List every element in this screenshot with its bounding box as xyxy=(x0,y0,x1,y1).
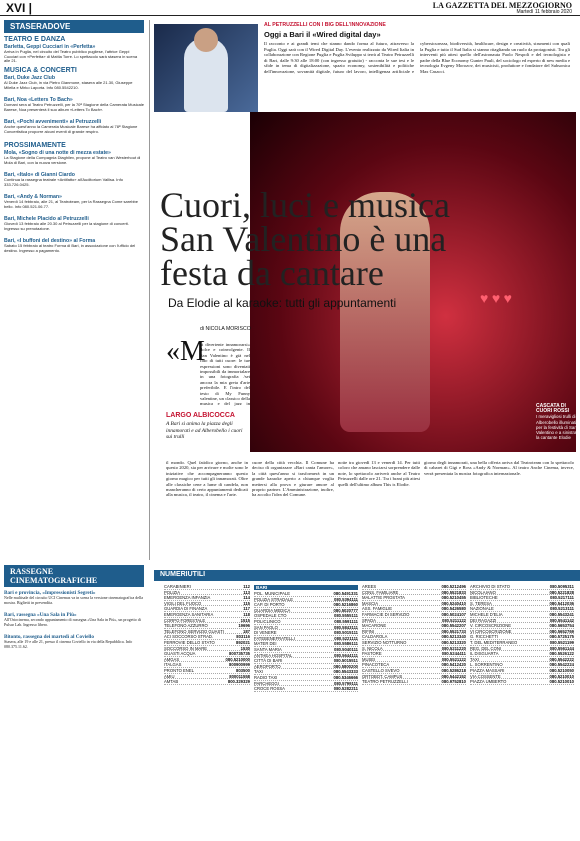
event-title: Bari, «I buffoni del destino» al Forma xyxy=(4,238,96,244)
phone-label: MACARONE xyxy=(362,623,387,629)
rassegne-block xyxy=(4,565,144,656)
phone-label: FERROVIE DELLO STATO xyxy=(164,639,215,645)
pull-quote xyxy=(166,412,250,441)
pull-quote-title: LARGO ALBICOCCA xyxy=(166,412,235,419)
phone-number: 114 xyxy=(243,595,250,601)
phone-number: 112 xyxy=(243,584,250,589)
article-column-2: il mondo. Quel fatidico giorno, anche in questo 2020, sia per arrivare e molte sono le iniziative che accompagneranno questo giorno magico per tutti gli innamorati. Oltre alle classiche cene a lume di candela, non mancheranno di certo appuntamenti dedicati alla musica, il teatro, il cinema e l'arte. xyxy=(166,460,248,498)
phone-number: 080.5800200 xyxy=(333,663,358,669)
phone-number: 080.5210010 xyxy=(549,679,574,685)
phone-number: 080.5843111 xyxy=(334,624,358,630)
phone-label: AMTAB xyxy=(164,679,179,685)
phone-number: 080.5725175 xyxy=(549,634,574,640)
phone-number: 080.5213320 xyxy=(441,639,466,645)
phone-number: 080.5210455 xyxy=(441,595,466,601)
phone-number: 19696 xyxy=(238,623,250,629)
phone-label: GUARDIA MEDICA xyxy=(254,607,291,613)
rassegna-title: Bari e provincia, «Impressionisti Segreti» xyxy=(4,590,96,596)
phone-label: RADIO TAXI xyxy=(254,674,278,680)
phone-label: CITTÀ DI BARI xyxy=(254,658,283,664)
phone-number: 080.5282211 xyxy=(333,686,358,692)
phone-label: TAXI xyxy=(470,656,479,662)
phone-label: DI VENERE xyxy=(254,630,277,636)
masthead: LA GAZZETTA DEL MEZZOGIORNO xyxy=(432,1,572,10)
phone-number: 080.5213111 xyxy=(550,606,574,612)
phone-label: MALATTIE PROSTATA xyxy=(362,595,405,601)
phone-number: 080.5521199 xyxy=(549,639,574,645)
phone-label: V. CIRCOSCRIZIONE xyxy=(470,623,512,629)
event-item xyxy=(4,172,144,192)
rassegne-list xyxy=(4,590,144,654)
phone-number: 800900999 xyxy=(229,662,250,668)
event-item xyxy=(4,44,144,64)
byline: di NICOLA MORISCO xyxy=(200,326,251,332)
phone-number: 080.5526122 xyxy=(549,651,574,657)
phone-label: G. RICCHETTI xyxy=(470,634,498,640)
phone-row xyxy=(254,686,358,692)
phone-label: POL. MUNICIPALE xyxy=(254,591,290,596)
phone-number: 080.5221828 xyxy=(549,589,574,595)
rassegna-body: All'Oriocinema, secondo appuntamento di rassegna «Una Sala in Più», un progetto di Pulsar Lab. Ingresso libero. xyxy=(4,618,141,627)
column-divider xyxy=(149,20,150,560)
phone-number: 800735735 xyxy=(229,651,250,657)
caption-body: I meravigliosi trulli di Alberobello illuminati per la festività di San Valentino e a sinistra la cantante Elodie xyxy=(536,414,577,441)
phone-number: 080.5653754 xyxy=(549,623,574,629)
staseradove-band: STASERADOVE xyxy=(4,20,144,33)
event-title: Bari, Duke Jazz Club xyxy=(4,75,56,81)
phone-number: 080.5221111 xyxy=(334,635,358,641)
caption-title: CASCATA DI CUORI ROSSI xyxy=(536,403,570,415)
phone-number: 800011558 xyxy=(229,673,250,679)
phone-number: 080.5211122 xyxy=(442,617,466,623)
phone-label: PIAZZA UMBERTO xyxy=(470,679,507,685)
phone-label: CARABINIERI xyxy=(164,584,191,589)
phone-label: NICOLAIANO xyxy=(470,589,496,595)
phone-label: VI CIRCOSCRIZIONE xyxy=(470,628,512,634)
phone-label: T. DEL MEDITERRANEO xyxy=(470,639,518,645)
rassegne-band: RASSEGNE CINEMATOGRAFICHE xyxy=(4,565,144,587)
top-body: Il racconto e ai grandi temi che stanno dando forma al futuro, attraverso la Puglia. Oggi sarà con il Wired Digital Day. L'evento realizzato da Wired Italia in collaborazione con Regione Puglia e Puglia Sviluppo si terrà al Teatro Petruzzelli di Bari, dalle 9:30 alle 18:00 (con ingresso gratuito) - racconta le sue tesi e le sfide in tema di digitalizzazione, spazio economy, sostenibilità e politiche dell'innovazione, sovranità digitale, futuro del lavoro, intelligenza artificiale e cybersicurezza, biodiversità, healthcare, design e creatività, strumenti con quali la Puglia e tutto il Sud Italia si stanno ritagliando un ruolo da protagonisti. Tra gli interventi più attesi quello dell'astronauta Paolo Nespoli e del tecnologista e padre della Blue Economy Gunter Pauli, del sociologo ed esperto di new media e tecnologia Evgeny Morozov, dei musicisti, produttore e fondatore del Subsonica Max Casacci. xyxy=(264,41,570,74)
phone-row xyxy=(470,679,574,685)
phone-number: 1530 xyxy=(240,645,250,651)
phone-label: MUSEI xyxy=(362,656,376,662)
phone-number: 080.5543333 xyxy=(333,669,358,675)
phone-label: ASS. FAMIGLIE xyxy=(362,606,393,612)
phone-number: 080.5521122 xyxy=(441,656,466,662)
astronaut-photo xyxy=(154,24,258,112)
event-body: Arriva in Puglia, nel circuito del Teatro pubblico pugliese, l'attrice Geppi Cucciari con «Perfetta» di Mattia Torre. Lo spettacolo sarà stasera in scena alle 21. xyxy=(4,50,138,64)
phone-number: 080.5412036 xyxy=(549,600,574,606)
phone-number: 118 xyxy=(243,611,250,617)
phone-label: SOCCORSO IN MARE xyxy=(164,645,208,651)
phone-label: ANTHEA HOSPITAL xyxy=(254,652,293,658)
numbers-table-1 xyxy=(164,584,250,685)
phone-number: 080.5244411 xyxy=(441,651,466,657)
event-body: Anche quest'anno la Camerata Musicale Barese ha affidato al 78ª Stagione Concertistica proporre alcuni eventi di grande respiro. xyxy=(4,125,138,134)
event-body: Venerdì 14 febbraio, alle 21, al Teatroteam, per la Rassegna Come sarebbe bello. Info 080.521.06.77. xyxy=(4,200,139,209)
rassegna-item xyxy=(4,590,144,610)
event-item xyxy=(4,150,144,170)
rassegna-item xyxy=(4,634,144,654)
section-title: MUSICA & CONCERTI xyxy=(4,67,77,74)
event-item xyxy=(4,119,144,139)
rassegna-body: Nelle multisale del circuito UCI Cinemas va in scena la versione cinematografica della mostra. Biglietti in prevendita. xyxy=(4,596,144,605)
event-item xyxy=(4,75,144,95)
phone-number: 080.5240410 xyxy=(441,600,466,606)
article-column-5: giorno degli innamorati, una bella offerta arriva dal Teatroteam con lo spettacolo di cabaret di Gigi e Ross «Andy & Norman». Al teatro Anche Cinema, invece, verrà presentata la mostra fotografica internazionale. xyxy=(424,460,574,476)
phone-label: PASTORE xyxy=(362,651,382,657)
phone-number: 080.5591111 xyxy=(334,618,358,624)
phone-label: REG. DEL CONI xyxy=(470,645,502,651)
phone-number: 115 xyxy=(243,600,250,606)
sub-headline: Da Elodie al karaoke: tutti gli appuntamenti xyxy=(168,296,397,310)
phone-label: POLIZIA STRADALE xyxy=(254,596,294,602)
phone-number: 080.5541142 xyxy=(549,617,574,623)
phone-number: 080.5346666 xyxy=(333,674,358,680)
phone-number: 080.5015511 xyxy=(333,658,358,664)
phone-label: CASTELLO SVEVO xyxy=(362,667,400,673)
phone-label: NAZIONALE xyxy=(470,606,494,612)
phone-number: 080.5542224 xyxy=(549,662,574,668)
numbers-table-4 xyxy=(470,584,574,685)
section-title: TEATRO E DANZA xyxy=(4,36,66,43)
phone-label: S. TERESA xyxy=(470,600,492,606)
phone-row xyxy=(362,679,466,685)
phone-label: IL DISGUARTA xyxy=(470,651,499,657)
event-item xyxy=(4,216,144,236)
phone-number: 117 xyxy=(243,606,250,612)
section-title: PROSSIMAMENTE xyxy=(4,142,66,149)
phone-label: AEROPORTO xyxy=(254,663,281,669)
phone-label: VIGILI DEL FUOCO xyxy=(164,600,202,606)
phone-label: GUASTI ACQUA xyxy=(164,651,196,657)
phone-label: EMERGENZA SANITARIA xyxy=(164,611,214,617)
phone-label: MICHELE D'ELIA xyxy=(470,611,503,617)
pull-quote-body: A Bari si anima la piazza degli innamorati e ad Alberobello i cuori sui trulli xyxy=(166,421,243,440)
phone-label: SAN PAOLO xyxy=(254,624,278,630)
phone-number: 1515 xyxy=(240,617,250,623)
phone-number: 187 xyxy=(243,628,250,634)
phone-label: CROCE ROSSA xyxy=(254,686,285,692)
event-body: La Stagione della Compagnia Diaghilev, propone al Teatro van Westerhout di Mola di Bari, con la nuova versione. xyxy=(4,156,141,165)
event-title: Mola, «Sogno di una notte di mezza estate» xyxy=(4,150,111,156)
phone-number: 080.5024107 xyxy=(441,611,466,617)
phone-number: 113 xyxy=(243,589,250,595)
phone-label: PRONTO ENEL xyxy=(164,667,194,673)
phone-label: ACI SOCCORSO STRAD. xyxy=(164,634,214,640)
phone-label: CALDAROLA xyxy=(362,634,388,640)
phone-label: SPADA xyxy=(362,617,376,623)
phone-number: 080.5644111 xyxy=(334,652,358,658)
phone-label: SANTA MARIA xyxy=(254,646,282,652)
phone-number: 080.5799111 xyxy=(334,680,358,686)
phone-label: PINACOTECA xyxy=(362,662,390,668)
phone-number: 080.5412420 xyxy=(441,662,466,668)
phone-number: 080.5040111 xyxy=(334,646,358,652)
phone-number: 080.5217111 xyxy=(550,595,574,601)
phone-label: FATEBENEFRATELLI xyxy=(254,635,295,641)
numbers-table-2 xyxy=(254,584,358,692)
phone-number: 080.5442152 xyxy=(441,673,466,679)
phone-number: 080.9752810 xyxy=(441,679,466,685)
listings-sections xyxy=(4,36,144,258)
phone-number: 080.5210010 xyxy=(549,673,574,679)
event-title: Bari, «Pochi avvenimenti» al Petruzzelli xyxy=(4,119,102,125)
phone-label: SERVIZIO NOTTURNO xyxy=(362,639,407,645)
phone-label: TEATRO PETRUZZELLI xyxy=(362,679,408,685)
phone-number: 080.5015111 xyxy=(334,630,358,636)
phone-label: DEI RAGAZZI xyxy=(470,617,497,623)
event-title: Bari, Michele Placido al Petruzzelli xyxy=(4,216,89,222)
phone-label: POLICLINICO xyxy=(254,618,281,624)
phone-label: AMGAS xyxy=(164,656,180,662)
event-item xyxy=(4,97,144,117)
event-item xyxy=(4,238,144,258)
photo-caption xyxy=(536,404,578,440)
phone-number: 080.5543241 xyxy=(549,611,574,617)
phone-label: AREES xyxy=(362,584,377,589)
phone-number: 080.5561144 xyxy=(549,645,574,651)
phone-label: CONS. FAMILIARE xyxy=(362,589,399,595)
phone-number: 803116 xyxy=(236,634,250,640)
phone-number: 080.5210000 xyxy=(225,656,250,662)
numbers-table-2-rows xyxy=(254,591,358,692)
page-number: XVI | xyxy=(6,1,33,15)
phone-number: 080.5212496 xyxy=(441,584,466,589)
phone-label: MATER DEI xyxy=(254,641,277,647)
phone-number: 080.5652769 xyxy=(549,628,574,634)
phone-label: FARMACIE DI SERVIZIO xyxy=(362,611,410,617)
phone-label: ARCHIVIO DI STATO xyxy=(470,584,511,589)
event-listings xyxy=(4,20,144,840)
event-body: Domani sera al Teatro Petruzzelli, per la 70ª Stagione della Camerata Musicale Barese, Noa presenterà il suo album «Letters To Bach». xyxy=(4,103,144,112)
phone-label: L. SORRENTINO xyxy=(470,662,503,668)
event-body: Continua la rassegna teatrale «Antifatto» all'Auditorium Vallisa. Info 333.726.0425. xyxy=(4,178,123,187)
phone-number: 800.329329 xyxy=(227,679,250,685)
phone-label: CORPO FORESTALE xyxy=(164,617,206,623)
phone-row xyxy=(164,679,250,685)
drop-cap: «M xyxy=(166,336,205,367)
rassegna-item xyxy=(4,612,144,632)
event-body: Al Duke Jazz Club, in via Pietro Gianmone, stasera alle 21.30, Giuseppe Milella e Mirko Laporta. Info 080.5542210. xyxy=(4,81,133,90)
phone-number: 080.5095311 xyxy=(549,584,574,589)
phone-number: 080.5210050 xyxy=(549,667,574,673)
phone-number: 080.5213340 xyxy=(441,634,466,640)
event-title: Bari, Noa «Letters To Bach» xyxy=(4,97,73,103)
phone-label: S. NICOLA xyxy=(362,645,383,651)
phone-number: 080.5211220 xyxy=(441,645,466,651)
phone-label: TELEFONO AZZURRO xyxy=(164,623,208,629)
phone-label: OSPEDALE CTO xyxy=(254,613,287,619)
phone-number: 080.5491331 xyxy=(333,591,358,596)
numbers-table-3 xyxy=(362,584,466,685)
phone-label: GUARDIA DI FINANZA xyxy=(164,606,208,612)
article-column-1: ai divertente innamorarsi» dolce e coinvolgente. Il San Valentino è già nel fido di tutti cuore: le tue espressioni sono diventati impossibili da immortalare in una fotografia /set ancora la mia greta d'arte preferibile. E l'intro del testo di My Funny valentine, un classico della musica e del jazz in xyxy=(200,342,250,407)
article-column-3: cuore della città vecchia. Il Comune ha deciso di organizzare «Bari canta l'amore», la città quest'anno si trasformerà in un grande karaoke aperto a chiunque voglia mettersi alla prova e giurare amore al proprio partner. L'Amministrazione, inoltre, ha accolto l'idea del Comune. xyxy=(252,460,334,498)
event-body: Sabato 15 febbraio al teatro Forma di Bari, in associazione con l'ufficio del destino. Ingresso a pagamento. xyxy=(4,244,136,253)
headline: Cuori, luci e musica San Valentino è una festa da cantare xyxy=(160,185,450,293)
rassegna-title: Bitonto, rassegna dei martedì al Coviello xyxy=(4,634,94,640)
event-title: Bari, «Andy & Norman» xyxy=(4,194,62,200)
event-title: Barletta, Geppi Cucciari in «Perfetta» xyxy=(4,44,96,50)
phone-label: TELEFONO SERVIZIO GUASTI xyxy=(164,628,224,634)
page-header xyxy=(0,0,580,16)
phone-number: 803500 xyxy=(236,667,250,673)
phone-label: BIBLIOTECHE xyxy=(470,595,498,601)
phone-label: POLIZIA xyxy=(164,589,181,595)
phone-label: MASCIA xyxy=(362,600,379,606)
top-title: Oggi a Bari il «Wired digital day» xyxy=(264,30,381,39)
phone-label: ITALGAS xyxy=(164,662,182,668)
phone-number: 080.5216860 xyxy=(333,602,358,608)
phone-number: 080.5020777 xyxy=(333,607,358,613)
phone-label: VIA COSSENTE xyxy=(470,673,501,679)
phone-label: PARCHEGGI xyxy=(254,680,279,686)
bari-header: BARI xyxy=(254,585,358,590)
phone-label: PIAZZA MASSARI xyxy=(470,667,505,673)
phone-number: 080.5542207 xyxy=(441,623,466,629)
rassegna-title: Bari, rassegna «Una Sala in Più» xyxy=(4,612,77,618)
phone-number: 892021 xyxy=(236,639,250,645)
phone-number: 080.5521733 xyxy=(441,628,466,634)
phone-label: TAXI xyxy=(254,669,263,675)
issue-date: Martedì 11 febbraio 2020 xyxy=(516,9,572,15)
event-body: Giovedì 13 febbraio alle 20.30 al Petruzzelli per la stagione di concerti. Ingresso su prenotazione. xyxy=(4,222,129,231)
article-column-4: notte tra giovedì 13 e venerdì 14. Per tutti coloro che amano lasciarsi sorprendere dalle note, lo spettacolo arriverà anche al Teatro Petruzzelli dalle ore 21. Tra i brani più attesi quelli dell'ultimo album This is Elodie. xyxy=(338,460,420,487)
top-kicker: AL PETRUZZELLI CON I BIG DELL'INNOVAZIONE xyxy=(264,22,386,28)
phone-label: RIFINI xyxy=(362,628,375,634)
astronaut-head xyxy=(194,28,218,52)
numeri-utili-band: NUMERIUTILI xyxy=(154,570,580,581)
event-title: Bari, «Italo» di Gianni Ciardo xyxy=(4,172,75,178)
heart-lights-icon: ♥ ♥ ♥ xyxy=(480,292,512,307)
phone-number: 080.5521833 xyxy=(441,589,466,595)
phone-number: 080.5426580 xyxy=(441,606,466,612)
phone-number: 080.5394111 xyxy=(334,596,358,602)
phone-label: EMERGENZA INFANZIA xyxy=(164,595,211,601)
phone-number: 080.5555111 xyxy=(334,613,358,619)
phone-label: AMIU xyxy=(164,673,175,679)
rassegna-body: Stasera, alle 19 e alle 21, presso il cinema Coviello in via della Repubblica. Info 080.375.11.62. xyxy=(4,640,133,649)
phone-label: ORTOBOT. CAMPUS xyxy=(362,673,403,679)
phone-label: CAP. DI PORTO xyxy=(254,602,285,608)
event-item xyxy=(4,194,144,214)
phone-number: 080.5542222 xyxy=(549,656,574,662)
phone-number: 080.5586111 xyxy=(334,641,358,647)
phone-number: 080.5286218 xyxy=(441,667,466,673)
